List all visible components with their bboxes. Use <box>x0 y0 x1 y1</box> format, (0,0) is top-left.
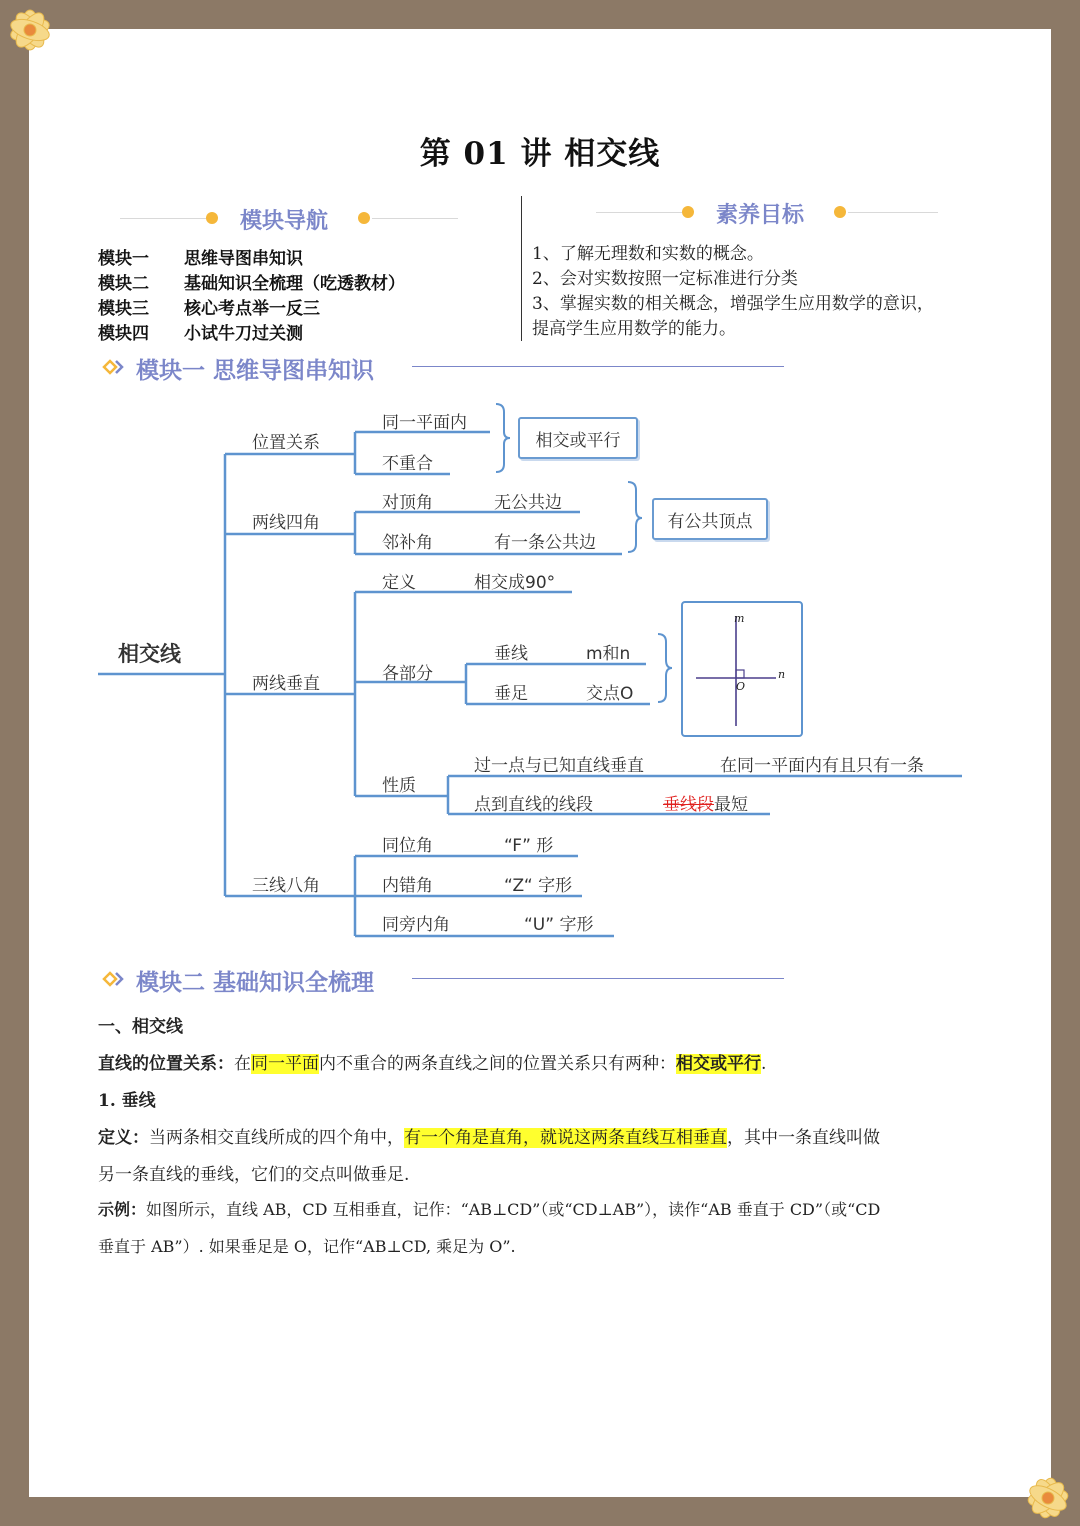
branch-label: 两线四角 <box>252 513 320 533</box>
leaf-label: “Z“ 字形 <box>504 876 573 896</box>
sub-heading: 1. 垂线 <box>98 1091 156 1111</box>
module1-title: 模块一 思维导图串知识 <box>136 358 375 384</box>
branch-label: 两线垂直 <box>252 674 320 694</box>
paragraph: 直线的位置关系：在同一平面内不重合的两条直线之间的位置关系只有两种：相交或平行. <box>98 1054 767 1074</box>
nav-module: 模块二 <box>98 274 149 294</box>
leaf-label: 垂线 <box>494 644 528 664</box>
leaf-label: 性质 <box>382 776 416 796</box>
nav-desc: 思维导图串知识 <box>184 249 303 269</box>
leaf-label: 过一点与已知直线垂直 <box>474 756 644 776</box>
diamond-arrow-icon <box>102 969 130 989</box>
paragraph: 另一条直线的垂线，它们的交点叫做垂足. <box>98 1165 410 1185</box>
module2-title: 模块二 基础知识全梳理 <box>136 970 375 996</box>
paragraph: 垂直于 AB”）. 如果垂足是 O，记作“AB⊥CD, 乘足为 O”. <box>98 1237 516 1256</box>
diamond-arrow-icon <box>102 357 130 377</box>
summary-box: 相交或平行 <box>518 417 638 459</box>
nav-desc: 小试牛刀过关测 <box>184 324 303 344</box>
leaf-label-emphasis: 垂线段最短 <box>663 795 748 815</box>
goal-item: 1、了解无理数和实数的概念。 <box>532 244 764 264</box>
leaf-label: 交点O <box>586 684 634 704</box>
leaf-label: m和n <box>586 644 631 664</box>
leaf-label: 同位角 <box>382 836 433 856</box>
leaf-label: 各部分 <box>382 664 433 684</box>
nav-desc: 核心考点举一反三 <box>184 299 320 319</box>
leaf-label: 无公共边 <box>494 493 562 513</box>
leaf-label: 同旁内角 <box>382 915 450 935</box>
nav-desc: 基础知识全梳理（吃透教材） <box>184 274 405 294</box>
divider <box>596 212 682 213</box>
leaf-label: 在同一平面内有且只有一条 <box>720 756 924 776</box>
divider <box>120 218 206 219</box>
leaf-label: 相交成90° <box>474 573 556 593</box>
goal-item: 提高学生应用数学的能力。 <box>532 319 736 339</box>
nav-module: 模块一 <box>98 249 149 269</box>
divider <box>412 978 784 979</box>
divider <box>848 212 938 213</box>
leaf-label: 点到直线的线段 <box>474 795 593 815</box>
figure-label-o: O <box>736 680 746 693</box>
page-title: 第 01 讲 相交线 <box>419 136 661 172</box>
flower-icon <box>1016 1466 1080 1526</box>
divider <box>412 366 784 367</box>
column-divider <box>521 196 522 341</box>
leaf-label: 不重合 <box>382 454 433 474</box>
divider <box>372 218 458 219</box>
leaf-label: 同一平面内 <box>382 413 467 433</box>
mindmap-root: 相交线 <box>118 642 181 666</box>
goals-heading: 素养目标 <box>716 203 805 228</box>
figure-label-n: n <box>778 668 786 681</box>
branch-label: 位置关系 <box>252 433 320 453</box>
dot-icon <box>834 206 846 218</box>
nav-module: 模块四 <box>98 324 149 344</box>
paragraph: 示例：如图所示，直线 AB，CD 互相垂直，记作：“AB⊥CD”（或“CD⊥AB”），读作“AB 垂直于 CD”（或“CD <box>98 1200 881 1219</box>
figure-label-m: m <box>734 612 745 625</box>
leaf-label: “F” 形 <box>504 836 554 856</box>
branch-label: 三线八角 <box>252 876 320 896</box>
leaf-label: 内错角 <box>382 876 433 896</box>
leaf-label: 有一条公共边 <box>494 533 596 553</box>
section-heading: 一、相交线 <box>98 1017 183 1037</box>
flower-icon <box>0 0 64 64</box>
paragraph: 定义：当两条相交直线所成的四个角中，有一个角是直角，就说这两条直线互相垂直，其中一条直线叫做 <box>98 1128 880 1148</box>
goal-item: 3、掌握实数的相关概念，增强学生应用数学的意识， <box>532 294 934 314</box>
summary-box: 有公共顶点 <box>652 498 768 540</box>
goal-item: 2、会对实数按照一定标准进行分类 <box>532 269 798 289</box>
nav-module: 模块三 <box>98 299 149 319</box>
leaf-label: 对顶角 <box>382 493 433 513</box>
dot-icon <box>206 212 218 224</box>
leaf-label: 定义 <box>382 573 416 593</box>
dot-icon <box>682 206 694 218</box>
leaf-label: 垂足 <box>494 684 528 704</box>
dot-icon <box>358 212 370 224</box>
leaf-label: “U” 字形 <box>524 915 594 935</box>
leaf-label: 邻补角 <box>382 533 433 553</box>
nav-heading: 模块导航 <box>240 209 329 234</box>
